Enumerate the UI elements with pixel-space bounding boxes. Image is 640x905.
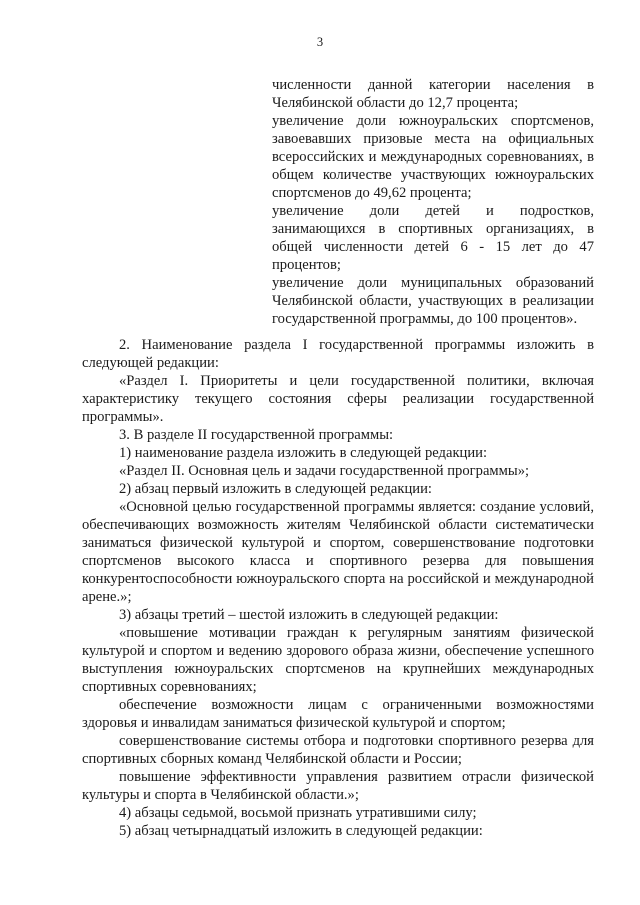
paragraph: «Раздел II. Основная цель и задачи государственной программы»; [119,463,530,479]
paragraph: совершенствование системы отбора и подготовки спортивного резерва для спортивных сборных команд Челябинской области и России; [82,733,594,767]
indicator-item: численности данной категории населения в Челябинской области до 12,7 процента; [272,77,594,111]
paragraph: 2) абзац первый изложить в следующей редакции: [119,481,432,497]
paragraph: 4) абзацы седьмой, восьмой признать утратившими силу; [119,805,477,821]
paragraph: обеспечение возможности лицам с ограниченными возможностями здоровья и инвалидам заниматься физической культурой и спортом; [82,697,594,731]
paragraph: 3. В разделе II государственной программы: [119,427,394,443]
page-number: 3 [316,35,324,49]
indicator-item: увеличение доли муниципальных образований Челябинской области, участвующих в реализации государственной программы, до 100 процентов». [272,275,594,327]
indicator-list [272,76,594,328]
document-body [82,336,594,840]
paragraph: 5) абзац четырнадцатый изложить в следующей редакции: [119,823,483,839]
paragraph: 3) абзацы третий – шестой изложить в следующей редакции: [119,607,499,623]
indicator-item: увеличение доли детей и подростков, занимающихся в спортивных организациях, в общей численности детей 6 - 15 лет до 47 процентов; [272,203,594,273]
paragraph: 2. Наименование раздела I государственной программы изложить в следующей редакции: [82,337,594,371]
indicator-item: увеличение доли южноуральских спортсменов, завоевавших призовые места на официальных всероссийских и международных соревнованиях, в общем количестве участвующих южноуральских спортсменов до 49,62 процента; [272,113,594,201]
paragraph: «Основной целью государственной программы является: создание условий, обеспечивающих возможность жителям Челябинской области систематически заниматься физической культурой и спортом, совершенствование подготовки спортсменов высокого класса и спортивного резерва для повышения конкурентоспособности южноуральского спорта на российской и международной арене.»; [82,499,594,605]
paragraph: повышение эффективности управления развитием отрасли физической культуры и спорта в Челябинской области.»; [82,769,594,803]
paragraph: «Раздел I. Приоритеты и цели государственной политики, включая характеристику текущего состояния сферы реализации государственной программы». [82,373,594,425]
paragraph: «повышение мотивации граждан к регулярным занятиям физической культурой и спортом и ведению здорового образа жизни, обеспечение успешного выступления южноуральских спортсменов на крупнейших международных спортивных соревнованиях; [82,625,594,695]
paragraph: 1) наименование раздела изложить в следующей редакции: [119,445,488,461]
